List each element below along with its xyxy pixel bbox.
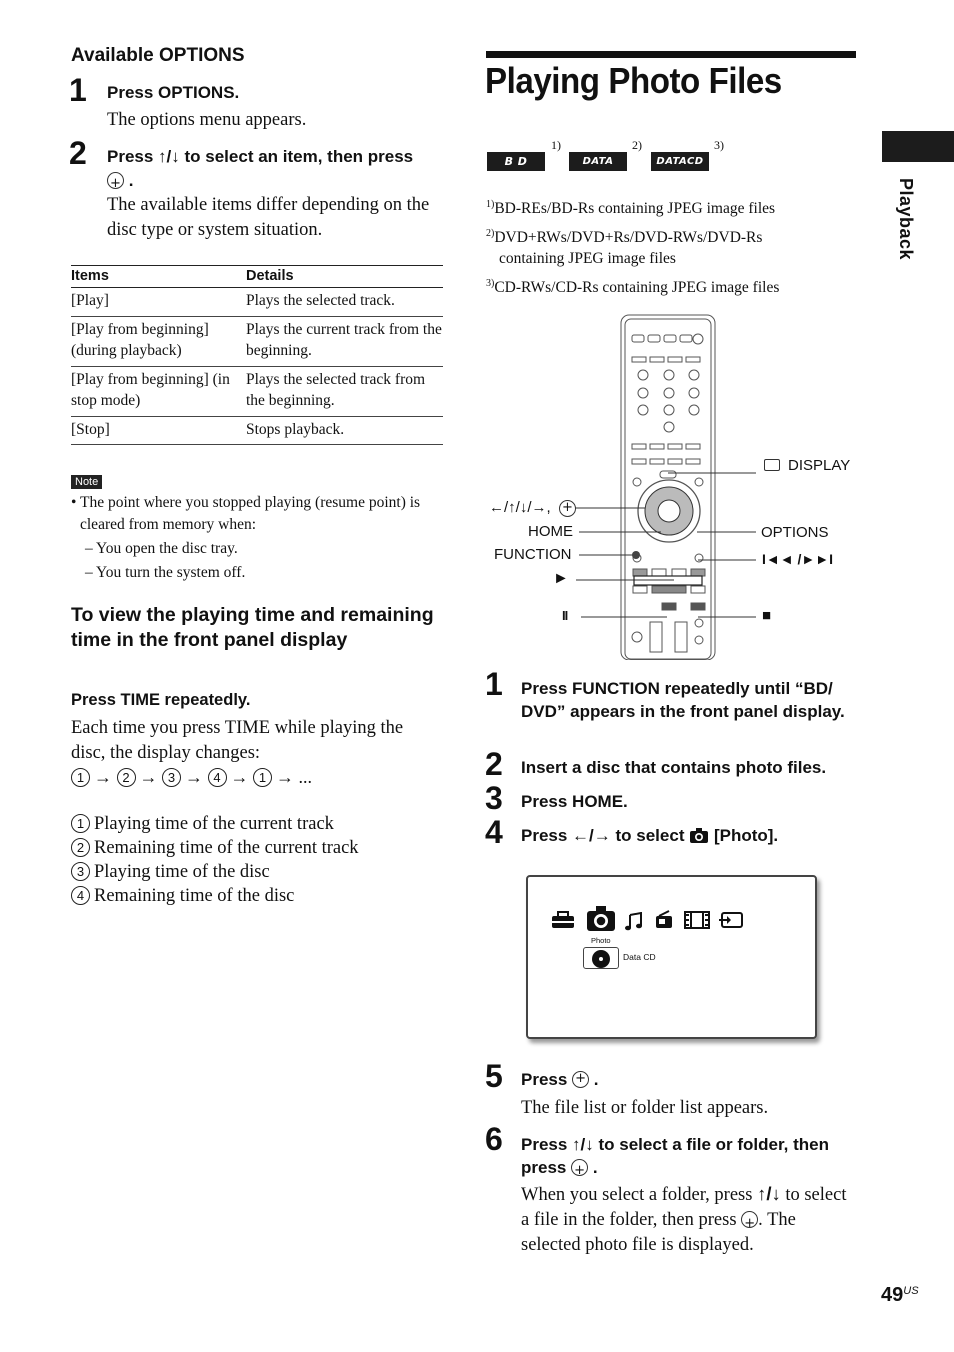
step-title-text: [Photo]. [713,826,779,845]
step-body: The file list or folder list appears. [521,1098,769,1118]
item-text: Remaining time of the disc [94,886,295,906]
options-label: OPTIONS [761,524,829,541]
footnote-text: CD-RWs/CD-Rs containing JPEG image files [494,279,780,296]
step-number: 2 [69,135,87,171]
time-item [71,860,270,885]
photo-label: Photo [591,936,611,945]
table-header: Details [246,266,443,288]
seq-end: ... [298,767,312,787]
logo-footnote: 1) [551,138,561,152]
step-number: 3 [485,780,503,816]
prev-next-icon: I◄◄ /►►I [762,551,833,567]
note-bullet: • The point where you stopped playing (resume point) is cleared from memory when: [71,494,421,533]
arrow-icon: → [94,767,117,787]
time-subheading: Press TIME repeatedly. [71,691,251,709]
step-body-text: to select a file in the folder, then press [521,1185,847,1230]
disc-item[interactable] [583,947,619,969]
item-num: 3 [71,862,90,881]
table-cell: [Stop] [71,416,246,445]
table-cell: [Play] [71,288,246,317]
step-number: 2 [485,746,503,782]
note-item: – You turn the system off. [85,564,246,581]
item-text: Playing time of the current track [94,814,334,834]
step-title-text: Press [521,1070,573,1089]
photo-icon [586,905,616,932]
arrows-label: ←/↑/↓/→, [489,499,551,516]
step-title-text: Press [521,1135,573,1154]
arrow-icon: → [185,767,208,787]
time-item [71,884,294,909]
step-body [521,1181,851,1258]
input-icon [718,911,744,929]
item-num: 4 [71,886,90,905]
page-number-value: 49 [881,1284,904,1306]
time-body: Each time you press TIME while playing the disc, the display changes: [71,718,404,763]
enter-button-icon [572,1071,589,1088]
step-title-text: to select an item, then press [179,147,414,166]
step-title-text: to select a file or folder, then press [521,1135,830,1177]
up-down-arrows: ↑/↓ [572,1135,594,1154]
arrow-icon: → [230,767,253,787]
footnote-mark: 2) [486,228,495,239]
time-item [71,812,334,837]
footnote [486,194,775,219]
remote-illustration [486,310,856,660]
footnote-mark: 3) [486,278,495,289]
logo-footnote: 2) [632,138,642,152]
time-item [71,836,359,861]
options-table [71,265,443,445]
table-cell: [Play from beginning] (in stop mode) [71,366,246,416]
table-cell: [Play from beginning] (during playback) [71,316,246,366]
step-title-end: . [593,1070,599,1089]
item-num: 1 [71,814,90,833]
table-row [71,416,443,445]
step-number: 6 [485,1121,503,1157]
step-title-end: . [128,171,134,190]
setup-icon [550,910,576,930]
seq-num: 1 [71,768,90,787]
step-title [521,1070,599,1090]
enter-button-icon [741,1211,758,1228]
table-cell: Plays the selected track from the beginning. [246,366,443,416]
table-row [71,366,443,416]
footnote-text: DVD+RWs/DVD+Rs/DVD-RWs/DVD-Rs containing JPEG image files [494,229,763,267]
step-title-text: to select [610,826,690,845]
data-dvd-logo: DATA DVD [569,152,627,171]
enter-button-icon [571,1159,588,1176]
step-body-text: When you select a folder, press [521,1185,758,1205]
item-text: Remaining time of the current track [94,838,359,858]
up-down-arrows: ↑/↓ [158,147,180,166]
time-heading: To view the playing time and remaining time in the front panel display [71,604,434,651]
footnote-mark: 1) [486,199,495,210]
section-tab [882,131,954,162]
seq-num: 3 [162,768,181,787]
footnote [486,223,816,269]
display-icon [764,459,780,471]
footnote-text: BD-REs/BD-Rs containing JPEG image files [494,200,776,217]
step-title-end: . [592,1158,598,1177]
footnote [486,273,779,298]
table-row [71,316,443,366]
step-title: Press FUNCTION repeatedly until “BD/ DVD” appears in the front panel display. [521,679,845,721]
note-badge: Note [71,475,102,489]
arrow-icon: → [276,767,299,787]
step-title: Press HOME. [521,792,628,811]
step-title [107,145,447,193]
step-title-text: Press [521,826,573,845]
radio-icon [654,910,674,930]
seq-num: 1 [253,768,272,787]
table-row [71,288,443,317]
title-rule [486,51,856,58]
enter-button-icon [559,500,576,517]
music-icon [624,912,644,932]
item-num: 2 [71,838,90,857]
display-sequence [71,766,312,788]
seq-num: 4 [208,768,227,787]
page-title: Playing Photo Files [485,60,782,101]
step-number: 4 [485,814,503,850]
up-down-arrows: ↑/↓ [757,1183,781,1204]
table-header: Items [71,266,246,288]
home-menu-screen [526,875,817,1039]
video-icon [684,910,710,930]
step-body-text: . The selected photo file is displayed. [521,1210,796,1255]
step-number: 5 [485,1058,503,1094]
play-icon: ► [553,570,569,587]
step-title: Insert a disc that contains photo files. [521,758,827,777]
disc-hole [599,957,603,961]
seq-num: 2 [117,768,136,787]
step-number: 1 [485,666,503,702]
step-body: The options menu appears. [107,110,307,130]
function-label: FUNCTION [494,546,572,563]
home-label: HOME [528,523,573,540]
step-title [521,826,778,846]
page-number [881,1284,919,1307]
enter-button-icon [107,172,124,189]
section-label: Playback [896,178,916,261]
left-right-arrows: ←/→ [572,826,611,845]
table-cell: Plays the current track from the beginning. [246,316,443,366]
step-title-text: Press [107,147,159,166]
step-title [521,1133,861,1179]
pause-icon: II [562,608,568,623]
item-text: Playing time of the disc [94,862,270,882]
available-options-heading: Available OPTIONS [71,45,245,66]
arrow-icon: → [139,767,162,787]
step-number: 1 [69,72,87,108]
logo-footnote: 3) [714,138,724,152]
bd-logo: B D [487,152,545,171]
display-label: DISPLAY [788,457,851,474]
step-title: Press OPTIONS. [107,83,240,102]
table-cell: Plays the selected track. [246,288,443,317]
stop-icon: ■ [762,607,772,624]
step-body: The available items differ depending on the disc type or system situation. [107,195,430,240]
disc-label: Data CD [623,952,656,962]
note-item: – You open the disc tray. [85,540,238,557]
table-cell: Stops playback. [246,416,443,445]
camera-icon [689,827,709,844]
data-cd-logo: DATACD [651,152,709,171]
page-number-suffix: US [903,1285,919,1297]
